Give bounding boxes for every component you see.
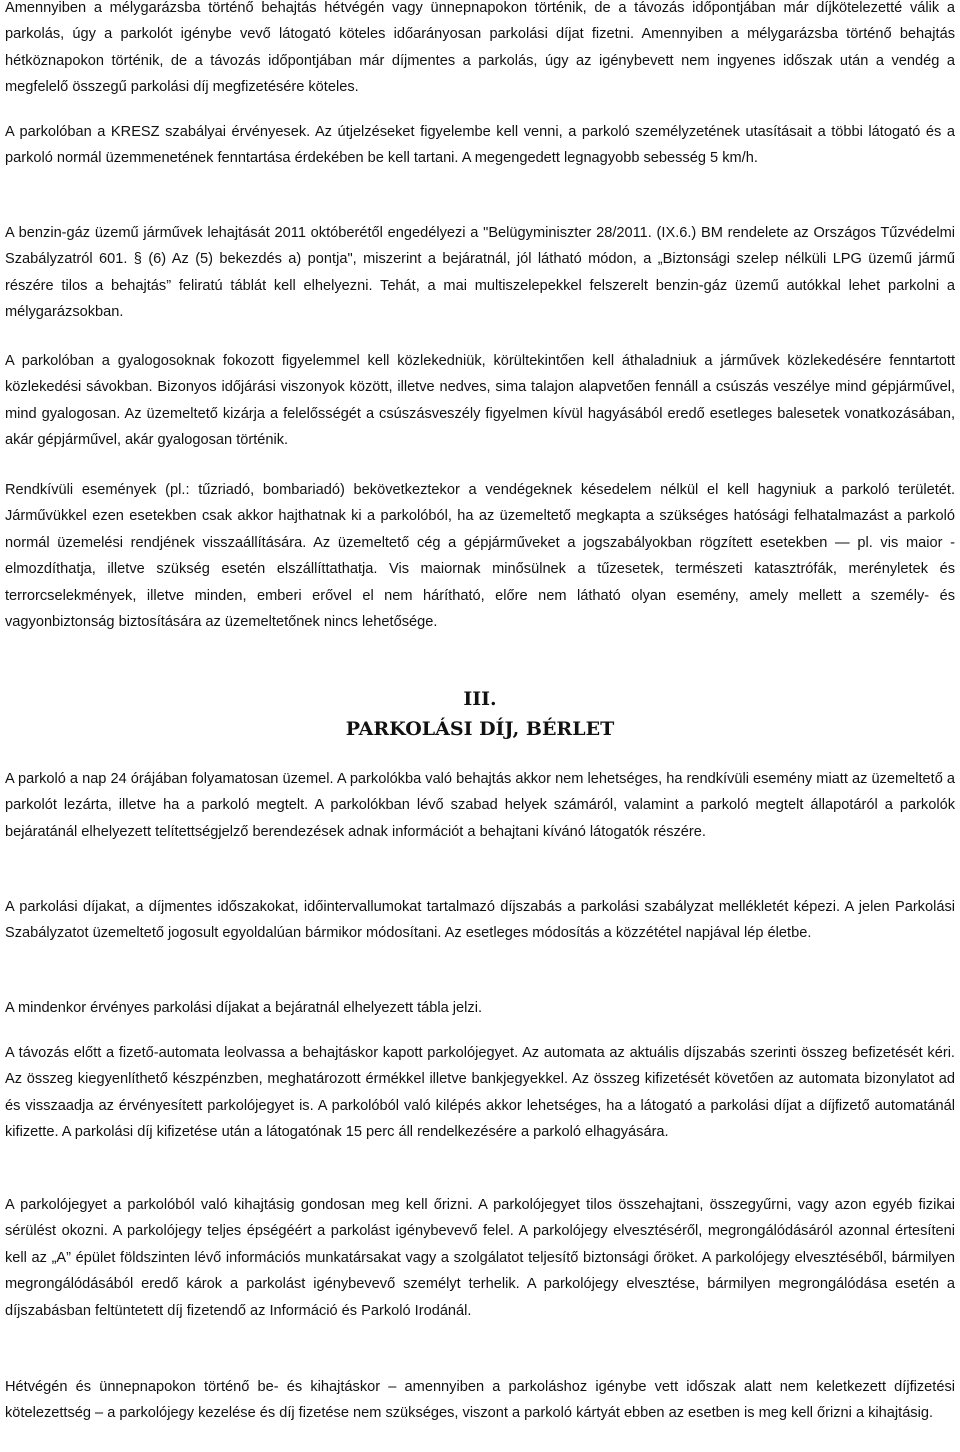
paragraph-kresz-rules: A parkolóban a KRESZ szabályai érvényesek. Az útjelzéseket figyelembe kell venni, a parkoló személyzetének utasításait a többi látogató és a parkoló normál üzemmenetének fenntartása érdekében be kell tartani. A megengedett legnagyobb sebesség 5 km/h. (5, 124, 955, 167)
paragraph-opening-hours: A parkoló a nap 24 órájában folyamatosan üzemel. A parkolókba való behajtás akkor nem lehetséges, ha rendkívüli esemény miatt az üzemeltető a parkolót lezárta, illetve ha a parkoló megtelt. A parkolókban lévő szabad helyek számáról, valamint a parkoló megtelt állapotáról a parkolók bejáratánál elhelyezett telítettségjelző berendezések adnak információt a behajtani kívánó látogatók részére. (5, 771, 955, 840)
section-number: III. (463, 688, 497, 710)
paragraph-ticket-care: A parkolójegyet a parkolóból való kihajtásig gondosan meg kell őrizni. A parkolójegyet tilos összehajtani, összegyűrni, vagy azon egyéb fizikai sérülést okozni. A parkolójegy teljes épségéért a parkolást igénybevevő felel. A parkolójegy elvesztéséről, megrongálódásáról azonnal értesíteni kell az „A” épület földszinten lévő információs munkatársakat vagy a szolgálatot teljesítő biztonsági őröket. A parkolójegy elvesztéséből, bármilyen megrongálódásából eredő károk a parkolást igénybevevő személyt terhelik. A parkolójegy elvesztése, bármilyen megrongálódása esetén a díjszabásban feltüntetett díj fizetendő az Információ és Parkoló Irodánál. (5, 1197, 955, 1319)
paragraph-fee-sign: A mindenkor érvényes parkolási díjakat a bejáratnál elhelyezett tábla jelzi. (5, 1000, 482, 1016)
paragraph-weekend-entry-fee: Amennyiben a mélygarázsba történő behajtás hétvégén vagy ünnepnapokon történik, de a távozás időpontjában már díjkötelezetté válik a parkolás, úgy a parkolót igénybe vevő látogató köteles időarányosan parkolási díjat fizetni. Amennyiben a mélygarázsba történő behajtás hétköznapokon történik, de a távozás időpontjában már díjmentes a parkolás, úgy az igénybevett nem ingyenes időszak után a vendég a megfelelő összegű parkolási díj megfizetésére köteles. (5, 0, 955, 96)
paragraph-emergency-events: Rendkívüli események (pl.: tűzriadó, bombariadó) bekövetkeztekor a vendégeknek késedelem nélkül el kell hagyniuk a parkoló területét. Járművükkel ezen esetekben csak akkor hajthatnak ki a parkolóból, ha az üzemeltető megkapta a szükséges hatósági felhatalmazást a parkoló normál üzemelési rendjének visszaállítására. Az üzemeltető cég a gépjárműveket a jogszabályokban rögzített esetekben — pl. vis maior - elmozdíthatja, illetve szükség esetén elszállíttathatja. Vis maiornak minősülnek a tűzesetek, természeti katasztrófák, merényletek és terrorcselekmények, illetve minden, emberi erővel el nem hárítható, előre nem látható olyan esemény, amely mellett a személy- és vagyonbiztonság biztosítására az üzemeltetőnek nincs lehetősége. (5, 482, 955, 631)
section-title: PARKOLÁSI DÍJ, BÉRLET (345, 718, 615, 740)
paragraph-fee-schedule: A parkolási díjakat, a díjmentes időszakokat, időintervallumokat tartalmazó díjszabás a parkolási szabályzat mellékletét képezi. A jelen Parkolási Szabályzatot üzemeltető jogosult egyoldalúan bármikor módosítani. Az esetleges módosítás a közzététel napjával lép életbe. (5, 899, 955, 942)
paragraph-pedestrians: A parkolóban a gyalogosoknak fokozott figyelemmel kell közlekedniük, körültekintően kell áthaladniuk a járművek közlekedésére fenntartott közlekedési sávokban. Bizonyos időjárási viszonyok között, illetve nedves, sima talajon alapvetően fennáll a csúszás veszélye mind gépjárművel, mind gyalogosan. Az üzemeltető kizárja a felelősségét a csúszásveszély figyelmen kívül hagyásából eredő esetleges balesetek vonatkozásában, akár gépjárművel, akár gyalogosan történik. (5, 353, 955, 449)
paragraph-lpg-vehicles: A benzin-gáz üzemű járművek lehajtását 2011 októberétől engedélyezi a "Belügyminiszter 28/2011. (IX.6.) BM rendelete az Országos Tűzvédelmi Szabályzatról 601. § (6) Az (5) bekezdés a) pontja", miszerint a bejáratnál, jól látható módon, a „Biztonsági szelep nélküli LPG üzemű jármű részére tilos a behajtás” feliratú táblát kell elhelyezni. Tehát, a mai multiszelepekkel felszerelt benzin-gáz üzemű autókkal lehet parkolni a mélygarázsokban. (5, 225, 955, 321)
paragraph-payment-machine: A távozás előtt a fizető-automata leolvassa a behajtáskor kapott parkolójegyet. Az automata az aktuális díjszabás szerinti összeg befizetését kéri. Az összeg kiegyenlíthető készpénzben, meghatározott érmékkel illetve bankjegyekkel. Az összeg kifizetését követően az automata bizonylatot ad és visszaadja az érvényesített parkolójegyet is. A parkolóból való kilépés akkor lehetséges, ha a látogató a parkolási díjat a díjfizető automatánál kifizette. A parkolási díj kifizetése után a látogatónak 15 perc áll rendelkezésére a parkoló elhagyására. (5, 1045, 955, 1141)
paragraph-holiday-entry: Hétvégén és ünnepnapokon történő be- és kihajtáskor – amennyiben a parkoláshoz igénybe vett időszak alatt nem keletkezett díjfizetési kötelezettség – a parkolójegy kezelése és díj fizetése nem szükséges, viszont a parkoló kártyát ebben az esetben is meg kell őrizni a kihajtásig. (5, 1379, 955, 1422)
